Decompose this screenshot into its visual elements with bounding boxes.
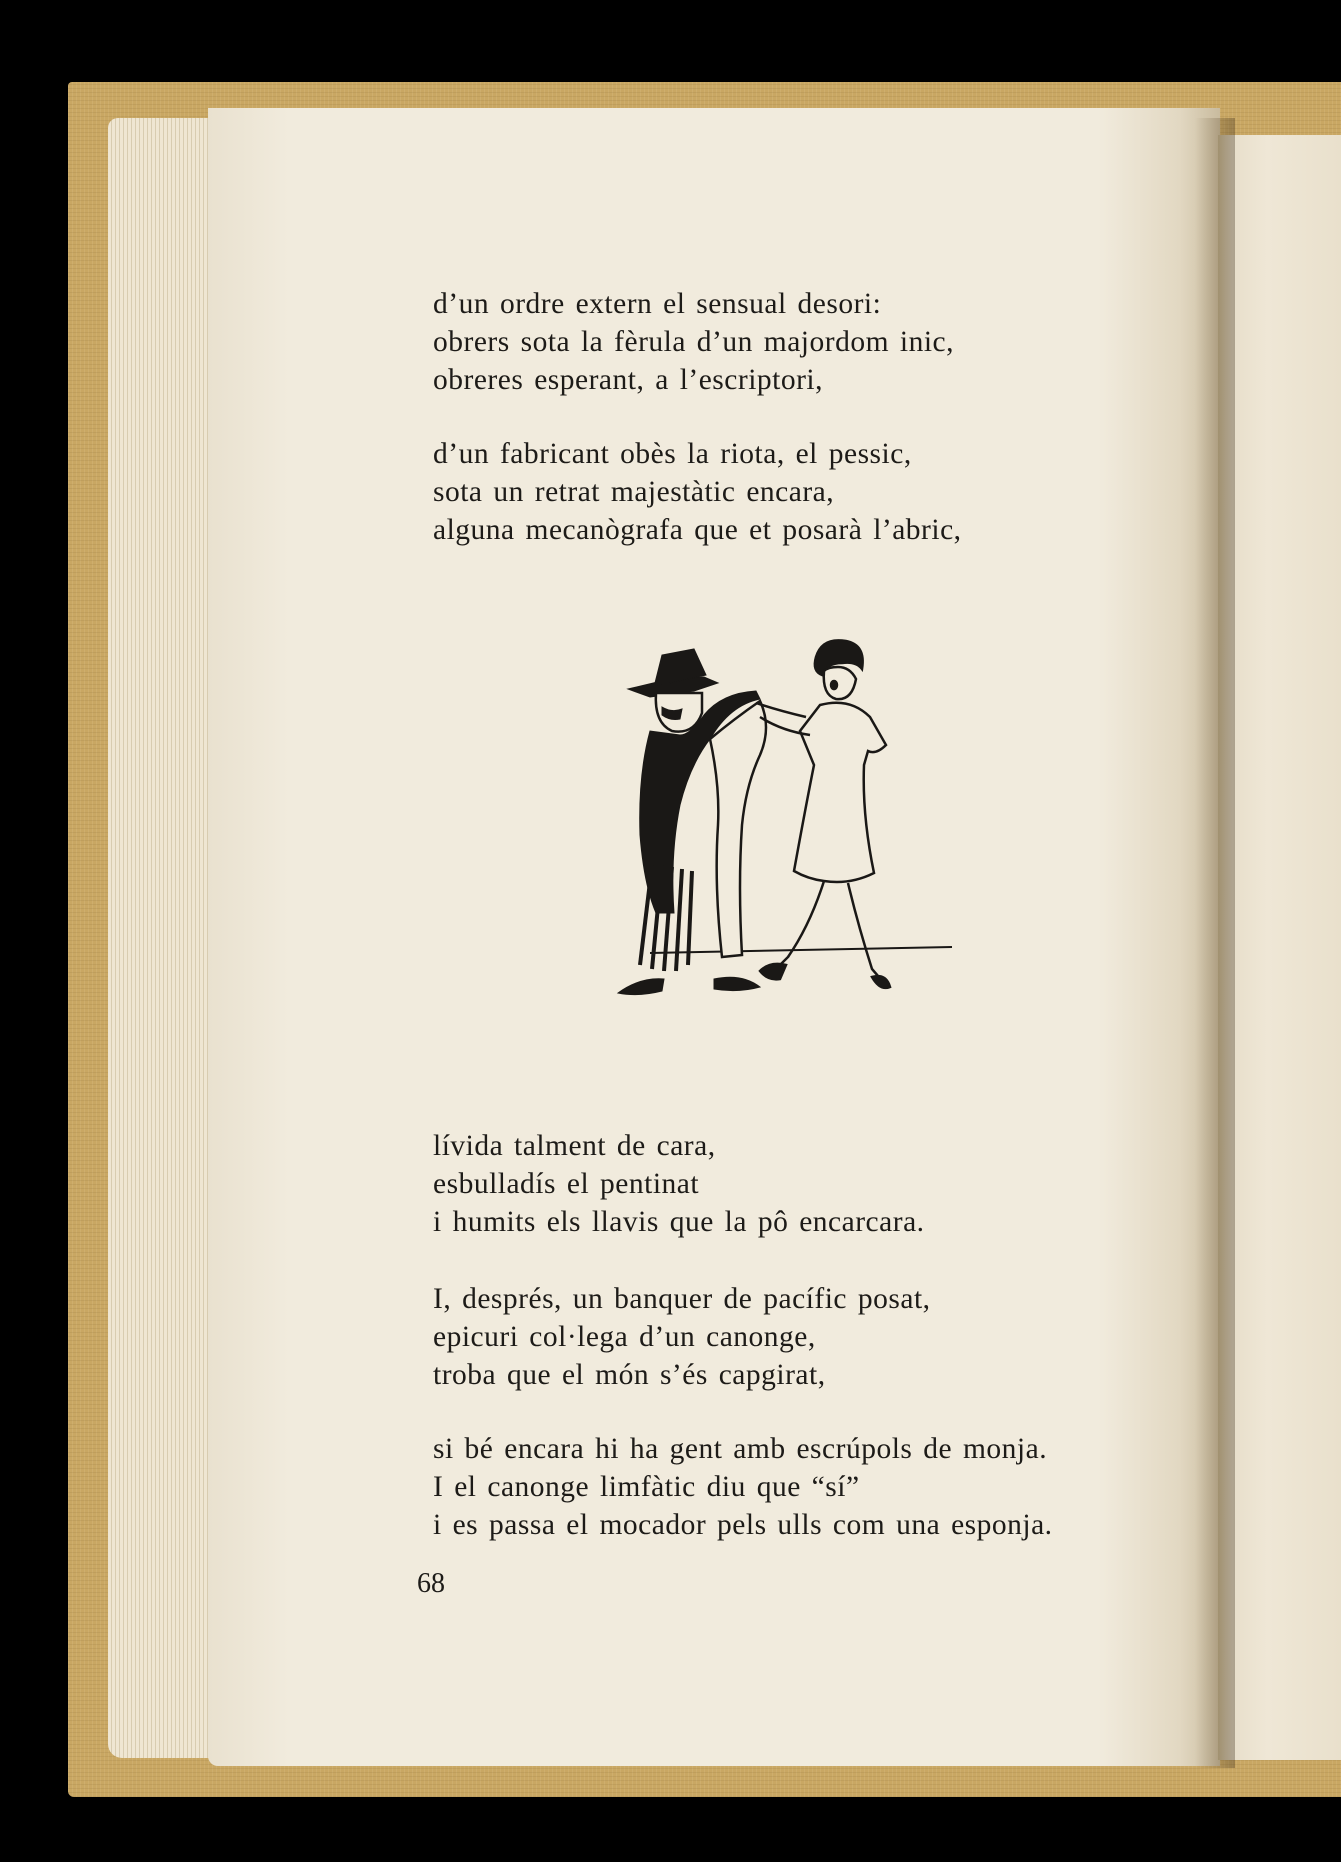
woman-dress xyxy=(794,703,886,882)
poem-line: i humits els llavis que la pô encarcara. xyxy=(433,1206,925,1238)
poem-line: d’un ordre extern el sensual desori: xyxy=(433,288,882,320)
illustration-man-and-typist xyxy=(610,635,970,1040)
poem-line: alguna mecanògrafa que et posarà l’abric, xyxy=(433,514,962,546)
poem-line: I el canonge limfàtic diu que “sí” xyxy=(433,1471,860,1503)
poem-line: I, després, un banquer de pacífic posat, xyxy=(433,1283,931,1315)
poem-line: sota un retrat majestàtic encara, xyxy=(433,476,835,508)
woman-right-leg xyxy=(848,883,884,983)
woman-mouth xyxy=(831,681,837,689)
woman-left-leg xyxy=(772,881,824,973)
woman-face xyxy=(824,667,856,699)
poem-line: obrers sota la fèrula d’un majordom inic, xyxy=(433,326,955,358)
poem-line: si bé encara hi ha gent amb escrúpols de monja. xyxy=(433,1433,1048,1465)
page-number: 68 xyxy=(417,1568,445,1599)
man-coat-right xyxy=(710,701,766,957)
poem-line: i es passa el mocador pels ulls com una esponja. xyxy=(433,1509,1053,1541)
woman-right-shoe xyxy=(872,976,890,988)
poem-line: epicuri col·lega d’un canonge, xyxy=(433,1321,816,1353)
gutter-shadow xyxy=(1195,118,1235,1768)
page-edges xyxy=(108,118,218,1758)
right-page xyxy=(1218,135,1341,1760)
woman-figure xyxy=(756,640,890,988)
man-figure xyxy=(618,649,766,995)
stanza-2 xyxy=(433,435,962,549)
stanza-1 xyxy=(433,285,954,399)
poem-line: obreres esperant, a l’escriptori, xyxy=(433,364,823,396)
stanza-4 xyxy=(433,1280,931,1394)
man-left-shoe xyxy=(618,979,664,995)
woman-hair xyxy=(815,640,863,675)
poem-line: lívida talment de cara, xyxy=(433,1130,716,1162)
woman-left-shoe xyxy=(760,964,786,979)
poem-line: d’un fabricant obès la riota, el pessic, xyxy=(433,438,912,470)
stanza-5 xyxy=(433,1430,1053,1544)
man-right-shoe xyxy=(714,977,760,990)
stanza-3 xyxy=(433,1127,925,1241)
poem-line: esbulladís el pentinat xyxy=(433,1168,700,1200)
floor-line xyxy=(650,947,952,953)
poem-line: troba que el món s’és capgirat, xyxy=(433,1359,826,1391)
